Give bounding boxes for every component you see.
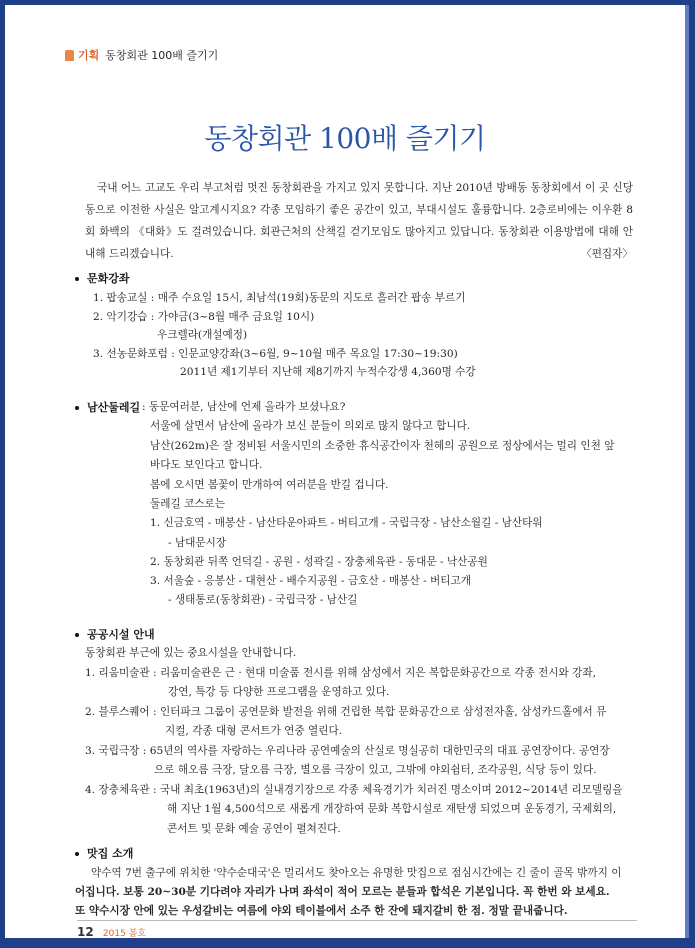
tab-icon — [65, 50, 74, 61]
namsan-course-1: 1. 신금호역 - 매봉산 - 남산타운아파트 - 버티고개 - 국립극장 - 남산소월길 - 남산타워 — [150, 517, 543, 529]
culture-line-4: 3. 선농문화포럼 : 인문교양강좌(3~6월, 9~10월 매주 목요일 17:30~19:30) — [93, 348, 458, 360]
culture-line-2: 2. 악기강습 : 가야금(3~8월 매주 금요일 10시) — [93, 311, 315, 323]
section-food-title — [75, 845, 133, 861]
intro-paragraph — [85, 177, 633, 265]
public-line-6: 으로 해오름 극장, 달오름 극장, 별오름 극장이 있고, 그밖에 야외쉼터, 조각공원, 식당 등이 있다. — [154, 764, 597, 776]
namsan-course-2: 2. 동창회관 뒤쪽 언덕길 - 공원 - 성곽길 - 장충체육관 - 동대문 - 낙산공원 — [150, 556, 488, 568]
section-culture-title — [75, 270, 130, 286]
namsan-course-3: 3. 서울숲 - 응봉산 - 대현산 - 배수지공원 - 금호산 - 매봉산 - 버티고개 — [150, 575, 471, 587]
namsan-course-3b: - 생태통로(동창회관) - 국립극장 - 남산길 — [168, 594, 358, 606]
intro-text: 국내 어느 고교도 우리 부고처럼 멋진 동창회관을 가지고 있지 못합니다. 지난 2010년 방배동 동창회에서 이 곳 신당동으로 이전한 사실은 알고계시지요? 각종 모임하기 좋은 공간이 있고, 부대시설도 훌륭합니다. 2층로비에는 이우환 8회 화백의 《대화》도 걸려있습니다. 회관근처의 산책길 걷기모임도 많아지고 있답니다. 동창회관 이용방법에 대해 안내해 드리겠습니다. — [85, 182, 633, 260]
public-intro: 동창회관 부근에 있는 중요시설을 안내합니다. — [85, 647, 297, 659]
food-line-3: 또 약수시장 안에 있는 우성갈비는 여름에 야외 테이블에서 소주 한 잔에 돼지갈비 한 점. 정말 끝내줍니다. — [75, 905, 568, 917]
namsan-question: : 동문여러분, 남산에 언제 올라가 보셨나요? — [142, 401, 346, 413]
namsan-line-5: 둘레길 코스로는 — [150, 498, 226, 510]
public-line-1: 1. 리움미술관 : 리움미술관은 근 · 현대 미술품 전시를 위해 삼성에서 지은 복합문화공간으로 각종 전시와 강좌, — [85, 667, 596, 679]
namsan-line-3: 바다도 보인다고 합니다. — [150, 459, 263, 471]
food-line-1: 약수역 7번 출구에 위치한 '약수순대국'은 멀리서도 찾아오는 유명한 맛집으로 점심시간에는 긴 줄이 골목 밖까지 이 — [91, 867, 622, 879]
header-title: 동창회관 100배 즐기기 — [105, 49, 219, 62]
bullet-icon — [75, 406, 79, 410]
food-line-2: 어집니다. 보통 20~30분 기다려야 자리가 나며 좌석이 적어 모르는 분들과 합석은 기본입니다. 꼭 한번 와 보세요. — [75, 886, 610, 898]
namsan-line-4: 봄에 오시면 봄꽃이 만개하여 여러분을 반길 겁니다. — [150, 479, 389, 491]
section-culture-label: 문화강좌 — [87, 272, 130, 285]
public-line-8: 해 지난 1월 4,500석으로 새롭게 개장하여 문화 복합시설로 재탄생 되었으며 운동경기, 국제회의, — [167, 803, 617, 815]
section-namsan-title — [75, 399, 140, 415]
public-line-3: 2. 블루스퀘어 : 인터파크 그룹이 공연문화 발전을 위해 건립한 복합 문화공간으로 삼성전자홀, 삼성카드홀에서 뮤 — [85, 706, 607, 718]
section-public-title — [75, 626, 155, 642]
namsan-line-2: 남산(262m)은 잘 정비된 서울시민의 소중한 휴식공간이자 천혜의 공원으로 정상에서는 멀리 인천 앞 — [150, 440, 615, 452]
section-public-label: 공공시설 안내 — [87, 628, 155, 641]
article-title: 동창회관 100배 즐기기 — [204, 122, 486, 155]
header-category: 기획 — [78, 49, 100, 62]
bullet-icon — [75, 852, 79, 856]
namsan-line-1: 서울에 살면서 남산에 올라가 보신 분들이 의외로 많지 않다고 합니다. — [150, 420, 471, 432]
editor-credit: 〈편집자〉 — [581, 248, 633, 260]
public-line-9: 콘서트 및 문화 예술 공연이 펼쳐진다. — [167, 823, 341, 835]
page-header — [65, 47, 218, 63]
section-food-label: 맛집 소개 — [87, 847, 134, 860]
public-line-7: 4. 장충체육관 : 국내 최초(1963년)의 실내경기장으로 각종 체육경기가 치러진 명소이며 2012~2014년 리모델링을 — [85, 784, 623, 796]
footer-rule — [77, 920, 637, 921]
bullet-icon — [75, 633, 79, 637]
bullet-icon — [75, 277, 79, 281]
public-line-5: 3. 국립극장 : 65년의 역사를 자랑하는 우리나라 공연예술의 산실로 명실공히 대한민국의 대표 공연장이다. 공연장 — [85, 745, 610, 757]
public-line-4: 지컬, 각종 대형 콘서트가 연중 열린다. — [165, 725, 343, 737]
public-line-2: 강연, 특강 등 다양한 프로그램을 운영하고 있다. — [168, 686, 390, 698]
namsan-course-1b: - 남대문시장 — [168, 537, 227, 549]
page-footer — [77, 925, 146, 938]
magazine-page — [5, 5, 689, 938]
page-number: 12 — [77, 925, 94, 938]
culture-line-3: 우크렐라(개설예정) — [157, 329, 248, 341]
culture-line-5: 2011년 제1기부터 지난해 제8기까지 누적수강생 4,360명 수강 — [180, 366, 476, 378]
issue-label: 2015 봄호 — [102, 929, 147, 938]
culture-line-1: 1. 팝송교실 : 매주 수요일 15시, 최남석(19회)동문의 지도로 흘러간 팝송 부르기 — [93, 292, 466, 304]
section-namsan-label: 남산둘레길 — [87, 401, 141, 414]
